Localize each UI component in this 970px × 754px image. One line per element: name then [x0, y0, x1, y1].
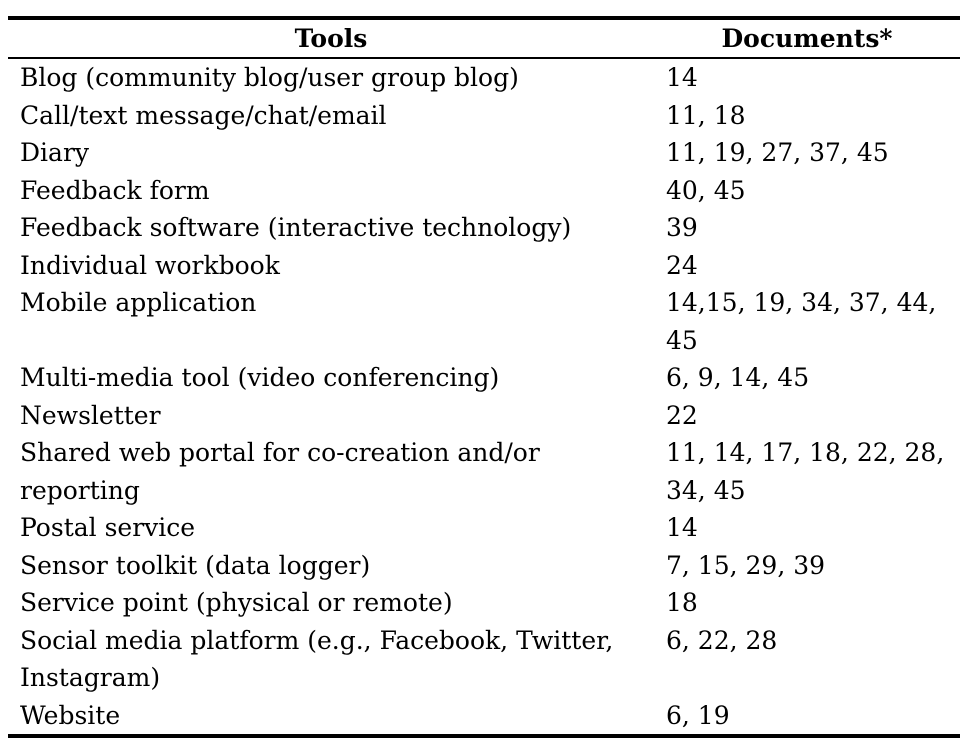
tool-cell: Service point (physical or remote): [20, 588, 453, 617]
documents-cell: 40, 45: [666, 175, 746, 205]
table-row: [8, 397, 960, 435]
documents-cell: 11, 14, 17, 18, 22, 28, 34, 45: [666, 438, 945, 505]
table-row: [8, 509, 960, 547]
tools-table: [8, 20, 960, 57]
header-documents: Documents*: [721, 24, 893, 53]
tool-cell: Call/text message/chat/email: [20, 100, 387, 130]
table-row: [8, 584, 960, 622]
tool-cell: Social media platform (e.g., Facebook, Twitter, Instagram): [20, 625, 614, 692]
documents-cell: 14: [666, 513, 698, 542]
table-row: [8, 172, 960, 210]
table-row: [8, 622, 960, 697]
tool-cell: Mobile application: [20, 288, 257, 317]
documents-cell: 18: [666, 588, 698, 617]
tool-cell: Postal service: [20, 513, 196, 542]
documents-cell: 14: [666, 63, 698, 92]
table-row: [8, 134, 960, 172]
tool-cell: Diary: [20, 138, 90, 167]
tool-cell: Website: [20, 700, 121, 730]
documents-cell: 11, 18: [666, 100, 746, 130]
tool-cell: Multi-media tool (video conferencing): [20, 363, 500, 392]
table-row: [8, 359, 960, 397]
tool-cell: Newsletter: [20, 400, 161, 430]
tools-table-container: [8, 16, 960, 738]
table-header-row: [8, 20, 960, 57]
documents-cell: 14,15, 19, 34, 37, 44, 45: [666, 288, 937, 355]
table-row: [8, 247, 960, 285]
header-tools: Tools: [294, 24, 368, 53]
documents-cell: 24: [666, 250, 698, 280]
table-row: [8, 97, 960, 135]
table-row: [8, 209, 960, 247]
tool-cell: Shared web portal for co-creation and/or reporting: [20, 438, 540, 505]
tools-table-body: [8, 59, 960, 734]
table-row: [8, 284, 960, 359]
tool-cell: Sensor toolkit (data logger): [20, 550, 371, 580]
documents-cell: 22: [666, 400, 698, 430]
documents-cell: 6, 19: [666, 700, 730, 730]
table-row: [8, 547, 960, 585]
table-bottom-rule: [8, 734, 960, 738]
documents-cell: 7, 15, 29, 39: [666, 550, 826, 580]
table-row: [8, 697, 960, 735]
tool-cell: Blog (community blog/user group blog): [20, 63, 519, 92]
tool-cell: Feedback form: [20, 175, 210, 205]
documents-cell: 39: [666, 213, 698, 242]
documents-cell: 6, 9, 14, 45: [666, 363, 810, 392]
documents-cell: 6, 22, 28: [666, 625, 778, 655]
tool-cell: Individual workbook: [20, 250, 280, 280]
documents-cell: 11, 19, 27, 37, 45: [666, 138, 889, 167]
table-row: [8, 434, 960, 509]
table-row: [8, 59, 960, 97]
tool-cell: Feedback software (interactive technology): [20, 213, 572, 242]
